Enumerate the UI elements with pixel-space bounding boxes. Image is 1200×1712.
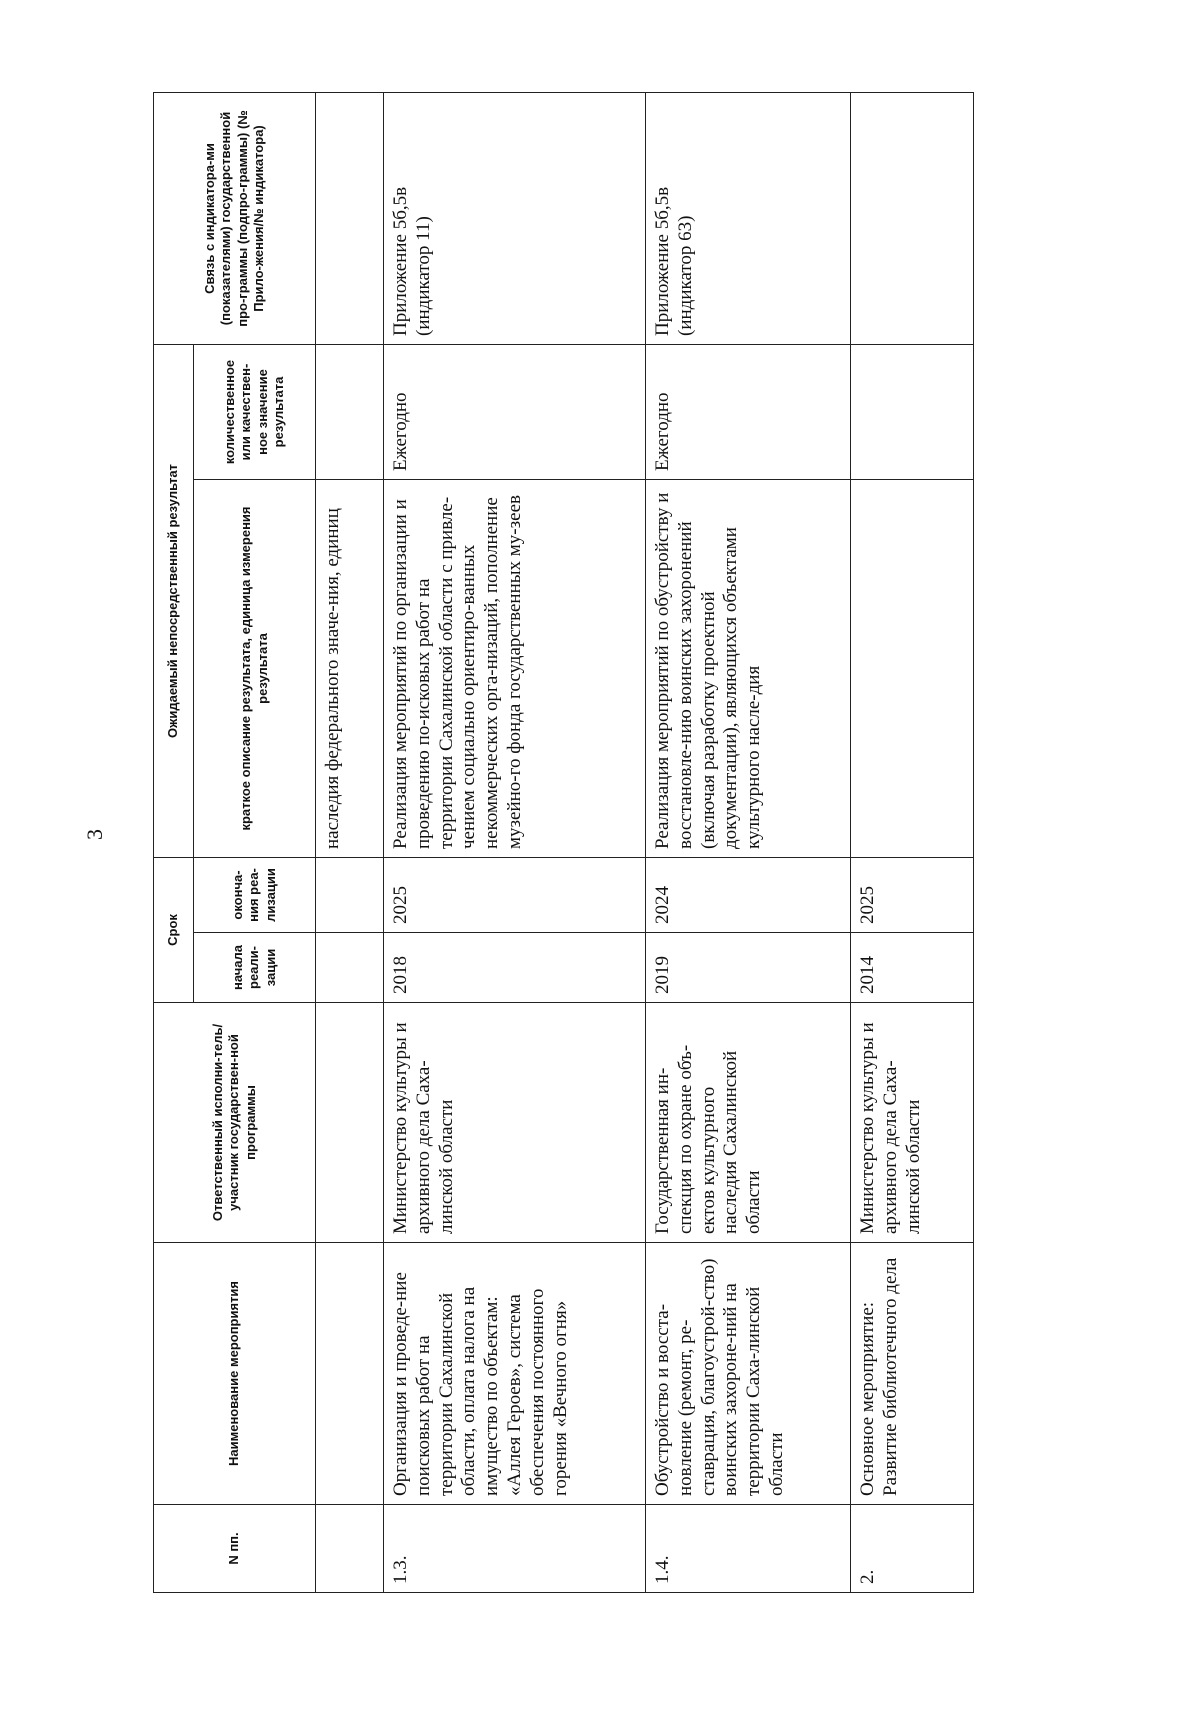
- cell-link: [316, 93, 384, 345]
- cell-name: Обустройство и восста-новление (ремонт, ре-ставрация, благоустрой-ство) воинских захороне-ний на территории Саха-линской области: [646, 1243, 851, 1505]
- cell-start: 2019: [646, 933, 851, 1003]
- cell-responsible: Государственная ин-спекция по охране объ-ектов культурного наследия Сахалинской области: [646, 1003, 851, 1243]
- page-number: 3: [82, 829, 107, 840]
- header-link: Связь с индикатора-ми (показателями) государственной про-граммы (подпро-граммы) (№ Прило-жения/№ индикатора): [154, 93, 316, 345]
- cell-num: 1.4.: [646, 1505, 851, 1593]
- cell-num: [316, 1505, 384, 1593]
- table-row: [851, 93, 974, 1593]
- cell-start: [316, 933, 384, 1003]
- cell-num: 1.3.: [384, 1505, 646, 1593]
- cell-responsible: [316, 1003, 384, 1243]
- header-result-value: количественное или качествен-ное значение результата: [194, 345, 316, 480]
- table-container: [153, 93, 973, 1593]
- cell-responsible: Министерство культуры и архивного дела Саха-линской области: [851, 1003, 974, 1243]
- cell-result-desc: наследия федерального значе-ния, единиц: [316, 480, 384, 858]
- cell-start: 2018: [384, 933, 646, 1003]
- cell-start: 2014: [851, 933, 974, 1003]
- activities-table: [153, 92, 974, 1593]
- cell-end: 2024: [646, 858, 851, 933]
- cell-responsible: Министерство культуры и архивного дела Саха-линской области: [384, 1003, 646, 1243]
- cell-result-value: Ежегодно: [384, 345, 646, 480]
- table-row: [316, 93, 384, 1593]
- cell-link: Приложение 5б,5в (индикатор 63): [646, 93, 851, 345]
- cell-end: 2025: [384, 858, 646, 933]
- cell-result-desc: Реализация мероприятий по организации и проведению по-исковых работ на территории Сахалинской области с привле-чением социально ориентиро-ванных некоммерческих орга-низаций, пополнение музейно-го фонда государственных му-зеев: [384, 480, 646, 858]
- header-num: N пп.: [154, 1505, 316, 1593]
- header-term: Срок: [154, 858, 194, 1003]
- header-result-desc: краткое описание результата, единица измерения результата: [194, 480, 316, 858]
- cell-result-desc: Реализация мероприятий по обустройству и восстановле-нию воинских захоронений (включая разработку проектной документации), являющихся объектами культурного насле-дия: [646, 480, 851, 858]
- cell-end: [316, 858, 384, 933]
- header-term-end: оконча-ния реа-лизации: [194, 858, 316, 933]
- cell-link: Приложение 5б,5в (индикатор 11): [384, 93, 646, 345]
- header-name: Наименование мероприятия: [154, 1243, 316, 1505]
- cell-result-value: [316, 345, 384, 480]
- cell-result-value: [851, 345, 974, 480]
- cell-result-desc: [851, 480, 974, 858]
- cell-name: Основное мероприятие: Развитие библиотечного дела: [851, 1243, 974, 1505]
- cell-num: 2.: [851, 1505, 974, 1593]
- cell-end: 2025: [851, 858, 974, 933]
- cell-result-value: Ежегодно: [646, 345, 851, 480]
- header-expected-result: Ожидаемый непосредственный результат: [154, 345, 194, 858]
- table-row: [646, 93, 851, 1593]
- cell-name: [316, 1243, 384, 1505]
- table-row: [384, 93, 646, 1593]
- header-term-start: начала реали-зации: [194, 933, 316, 1003]
- header-responsible: Ответственный исполни-тель/участник государствен-ной программы: [154, 1003, 316, 1243]
- cell-name: Организация и проведе-ние поисковых работ на территории Сахалинской области, оплата налога на имущество по объектам: «Аллея Героев», система обеспечения постоянного горения «Вечного огня»: [384, 1243, 646, 1505]
- cell-link: [851, 93, 974, 345]
